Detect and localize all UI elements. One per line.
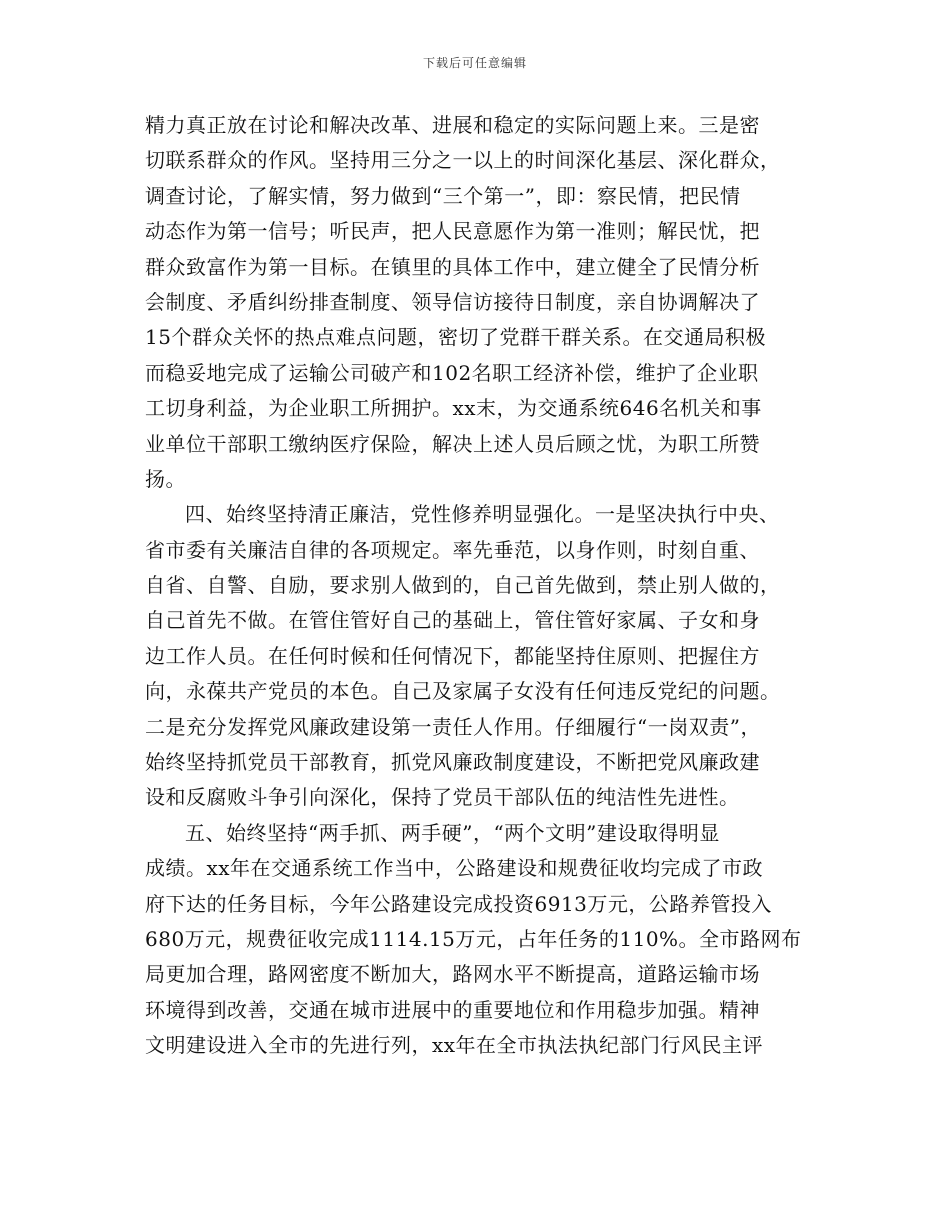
text-line: 动态作为第一信号；听民声，把人民意愿作为第一准则；解民忧，把 [145,219,760,244]
text-line: 精力真正放在讨论和解决改革、进展和稳定的实际问题上来。三是密 [145,113,760,137]
text-line: 二是充分发挥党风廉政建设第一责任人作用。仔细履行“一岗双责”， [145,714,761,739]
text-line: 自己首先不做。在管住管好自己的基础上，管住管好家属、子女和身 [145,608,760,633]
text-line: 设和反腐败斗争引向深化，保持了党员干部队伍的纯洁性先进性。 [145,785,740,810]
paragraph-start-line: 五、始终坚持“两手抓、两手硬”，“两个文明”建设取得明显 [185,820,720,845]
text-line: 调查讨论，了解实情，努力做到“三个第一”，即：察民情，把民情 [145,183,741,208]
text-line: 边工作人员。在任何时候和任何情况下，都能坚持住原则、把握住方 [145,643,760,668]
text-line: 始终坚持抓党员干部教育，抓党风廉政制度建设，不断把党风廉政建 [145,750,760,775]
text-line: 15个群众关怀的热点难点问题，密切了党群干群关系。在交通局积极 [145,325,766,350]
text-line: 省市委有关廉洁自律的各项规定。率先垂范，以身作则，时刻自重、 [145,537,760,562]
text-line: 而稳妥地完成了运输公司破产和102名职工经济补偿，维护了企业职 [145,360,759,385]
text-line: 扬。 [145,466,186,491]
text-line: 群众致富作为第一目标。在镇里的具体工作中，建立健全了民情分析 [145,254,760,279]
text-line: 局更加合理，路网密度不断加大，路网水平不断提高，道路运输市场 [145,962,760,987]
text-line: 切联系群众的作风。坚持用三分之一以上的时间深化基层、深化群众， [145,148,781,173]
paragraph-start-line: 四、始终坚持清正廉洁，党性修养明显强化。一是坚决执行中央、 [185,502,780,527]
text-line: 自省、自警、自励，要求别人做到的，自己首先做到，禁止别人做的， [145,573,781,598]
text-line: 680万元，规费征收完成1114.15万元，占年任务的110%。全市路网布 [145,926,802,951]
text-line: 工切身利益，为企业职工所拥护。xx末，为交通系统646名机关和事 [145,396,762,421]
text-line: 业单位干部职工缴纳医疗保险，解决上述人员后顾之忧，为职工所赞 [145,431,760,456]
text-line: 会制度、矛盾纠纷排查制度、领导信访接待日制度，亲自协调解决了 [145,289,760,314]
text-line: 向，永葆共产党员的本色。自己及家属子女没有任何违反党纪的问题。 [145,679,781,704]
text-line: 成绩。xx年在交通系统工作当中，公路建设和规费征收均完成了市政 [145,856,764,881]
page-header: 下载后可任意编辑 [422,56,527,70]
text-line: 环境得到改善，交通在城市进展中的重要地位和作用稳步加强。精神 [145,997,760,1022]
document-body [145,108,809,1064]
text-line: 府下达的任务目标，今年公路建设完成投资6913万元，公路养管投入 [145,891,772,916]
text-line: 文明建设进入全市的先进行列，xx年在全市执法执纪部门行风民主评 [145,1033,764,1058]
